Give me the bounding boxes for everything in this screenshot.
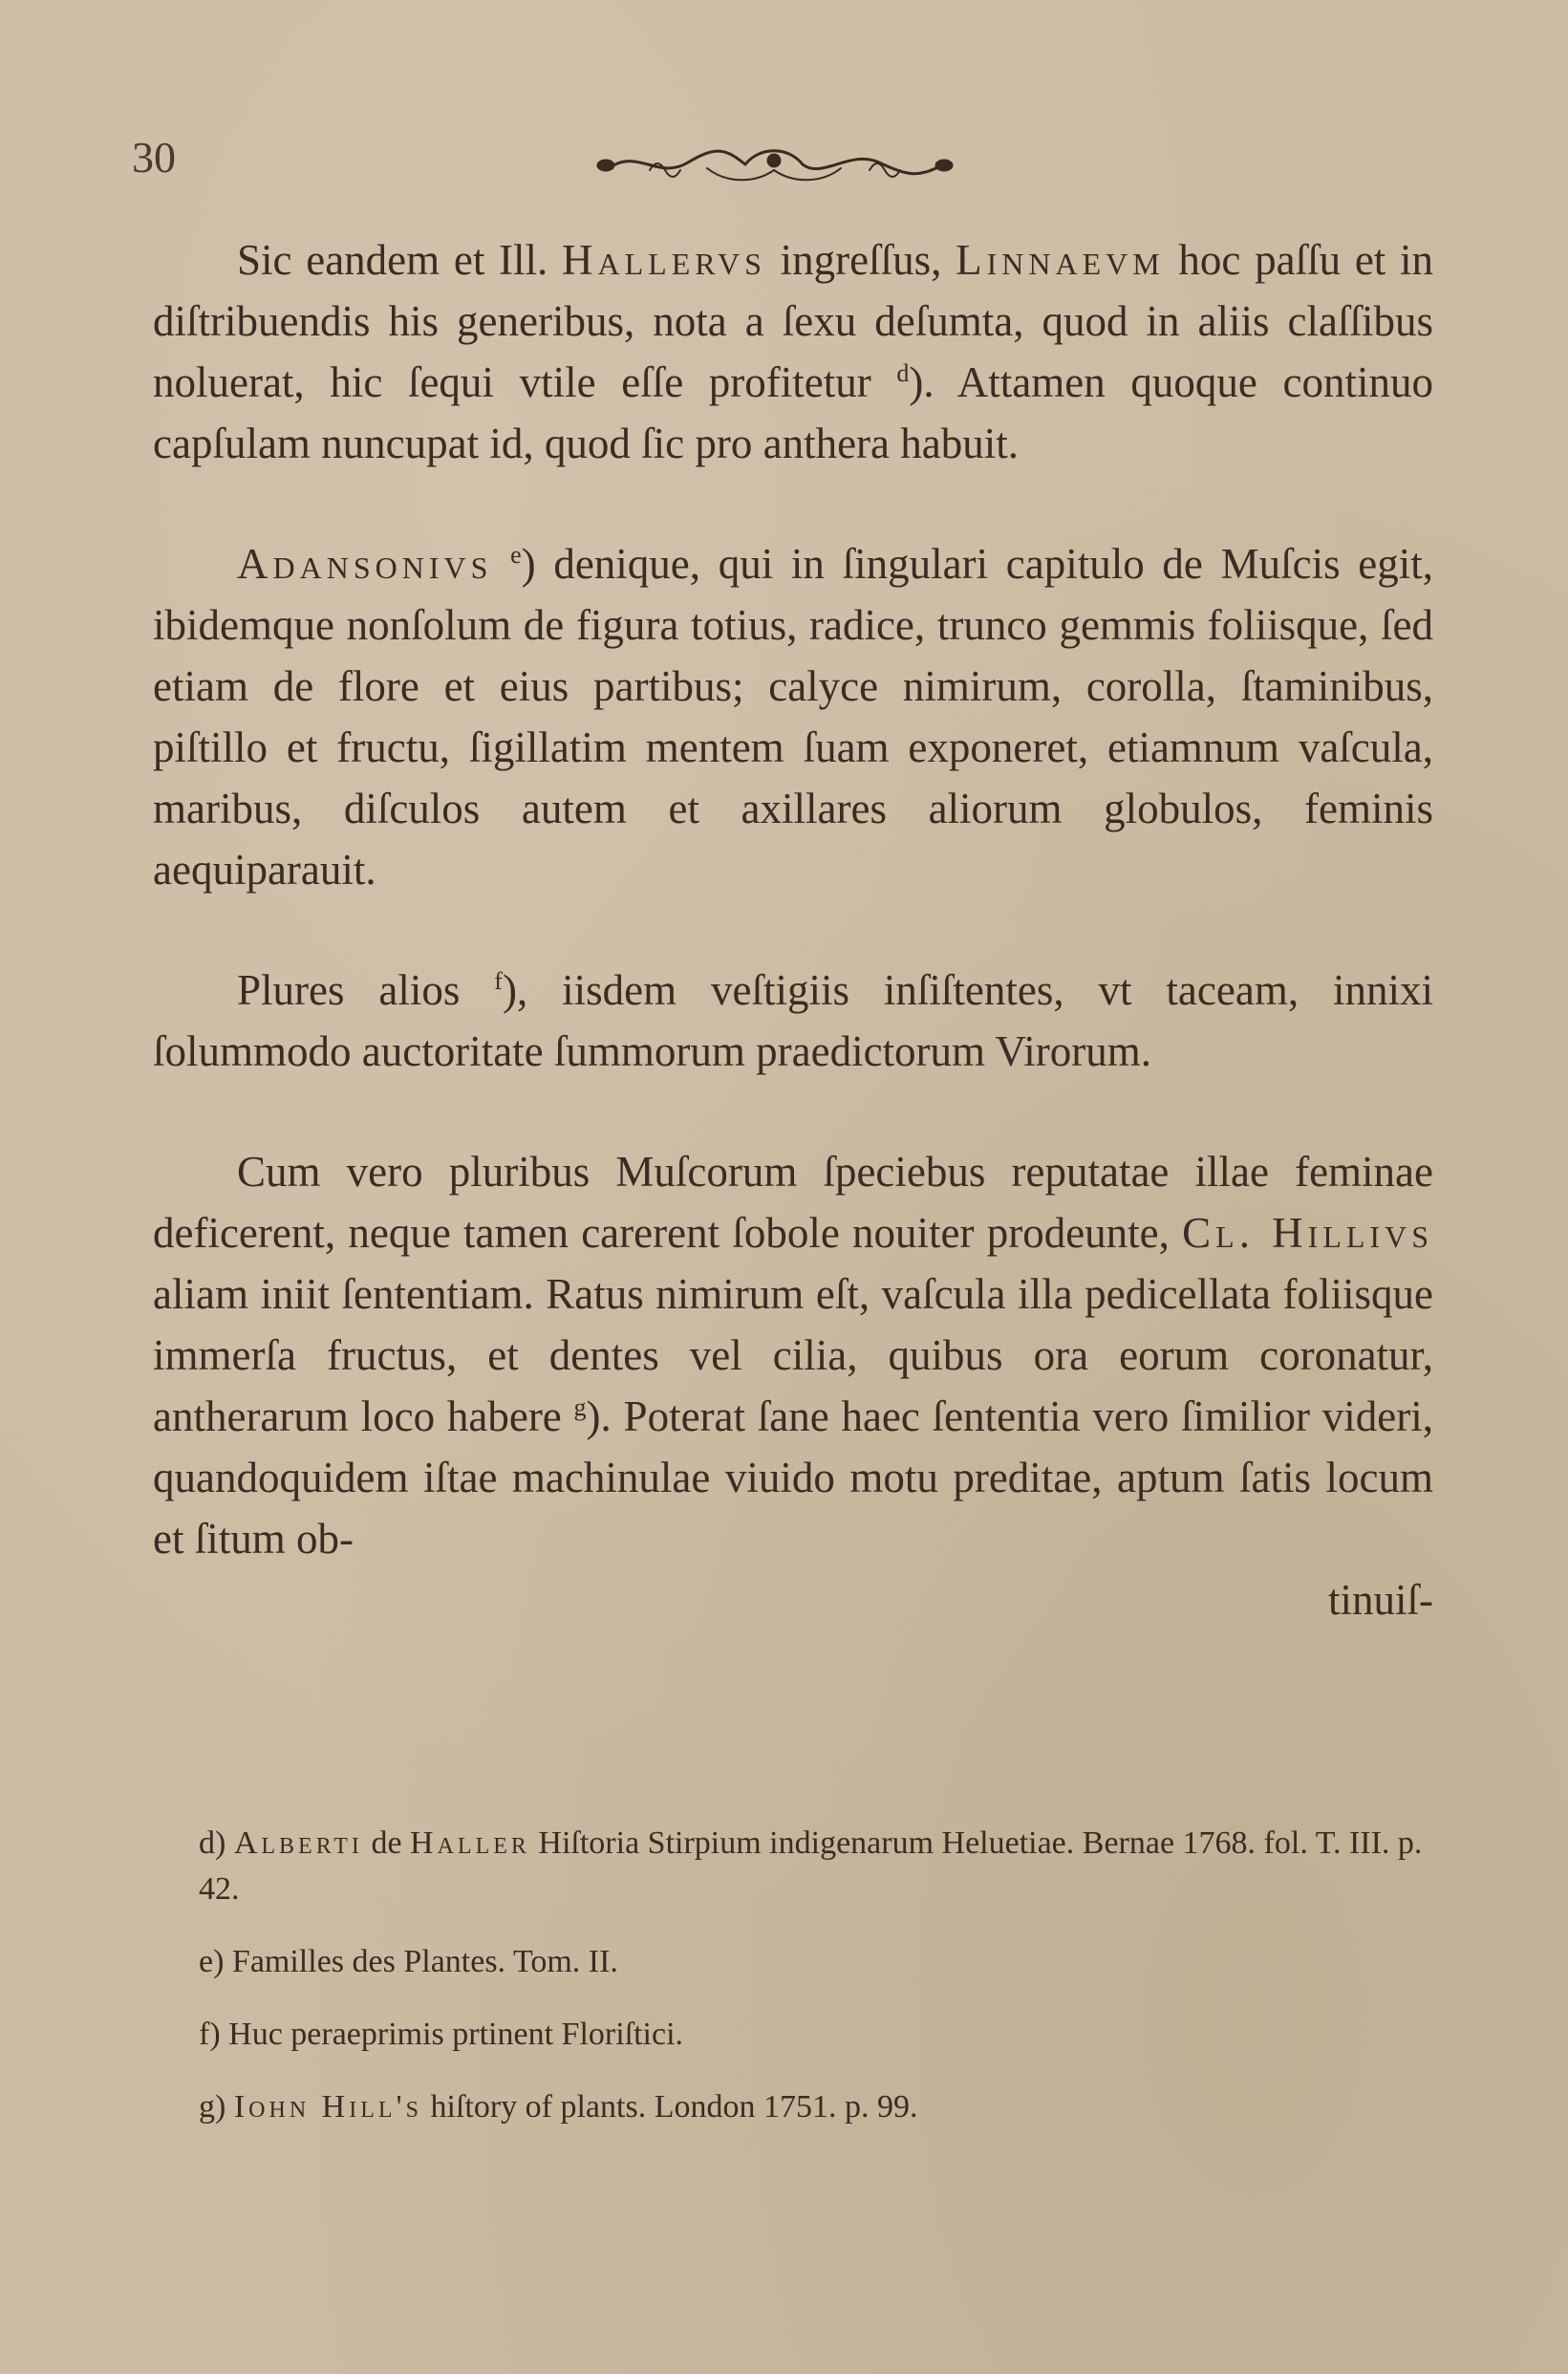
paragraph (153, 533, 1433, 900)
footnote (199, 2084, 1441, 2130)
catchword: tinuiſ- (1328, 1576, 1433, 1624)
text-run: Hiſtoria Stirpium indigenarum Heluetiae. Bernae 1768. fol. T. III. p. 42. (199, 1825, 1423, 1907)
paragraph (153, 229, 1433, 474)
text-run: e) Familles des Plantes. Tom. II. (199, 1944, 618, 1979)
text-run: ). Poterat ſane haec ſententia vero ſimilior videri, quandoquidem iſtae machinulae viuido motu preditae, aptum ſatis locum et ſitum ob- (153, 1392, 1433, 1563)
small-caps-name: Linnaevm (956, 236, 1165, 284)
text-run: de (362, 1825, 411, 1861)
small-caps-name: Haller (410, 1825, 530, 1861)
small-caps-name: Cl. Hillivs (1182, 1209, 1433, 1257)
footnote-marker: g (573, 1393, 587, 1421)
paragraph (153, 1141, 1433, 1569)
text-run (492, 540, 510, 588)
text-run: ingreſſus, (765, 236, 956, 284)
text-run: g) (199, 2089, 234, 2125)
footnote-marker: f (494, 967, 503, 995)
page-number: 30 (132, 133, 176, 182)
paragraph (153, 960, 1433, 1082)
small-caps-name: Iohn Hill's (233, 2089, 422, 2125)
text-run: Sic eandem et Ill. (237, 236, 563, 284)
text-run: ) denique, qui in ſingulari capitulo de Muſcis egit, ibidemque nonſolum de figura totius, radice, trunco gemmis foliisque, ſed etiam de flore et eius partibus; calyce nimirum, corolla, ſtaminibus, piſtillo et fructu, ſigillatim mentem ſuam exponeret, etiamnum vaſcula, maribus, diſculos autem et axillares aliorum globulos, feminis aequiparauit. (153, 540, 1433, 894)
small-caps-name: Hallervs (562, 236, 766, 284)
small-caps-name: Adansonivs (237, 540, 493, 588)
text-run: ), iisdem veſtigiis inſiſtentes, vt taceam, innixi ſolummodo auctoritate ſummorum praedictorum Virorum. (153, 966, 1433, 1075)
small-caps-name: Alberti (233, 1825, 363, 1861)
text-run: aliam iniit ſententiam. Ratus nimirum eſt, vaſcula illa pedicellata foliisque immerſa fructus, et dentes vel cilia, quibus ora eorum coronatur, antherarum loco habere (153, 1270, 1433, 1440)
text-run: Plures alios (237, 966, 495, 1014)
text-run: hoc paſſu et in diſtribuendis his generibus, nota a ſexu deſumta, quod in aliis claſſibus noluerat, hic ſequi vtile eſſe profitetur (153, 236, 1434, 406)
footnote-marker: d (896, 359, 910, 387)
text-run: ). Attamen quoque continuo capſulam nuncupat id, quod ſic pro anthera habuit. (153, 358, 1434, 467)
text-run: hiſtory of plants. London 1751. p. 99. (422, 2089, 918, 2125)
footnote (199, 1939, 1441, 1985)
footnote (199, 2012, 1441, 2058)
footnote (199, 1821, 1441, 1912)
footnote-marker: e (510, 541, 522, 569)
text-run: Cum vero pluribus Muſcorum ſpeciebus reputatae illae feminae deficerent, neque tamen carerent ſobole nouiter prodeunte, (153, 1148, 1433, 1257)
body-text (153, 229, 1433, 1630)
ornament-headpiece-icon (592, 141, 956, 189)
footnotes (199, 1821, 1441, 2157)
text-run: f) Huc peraeprimis prtinent Floriſtici. (199, 2017, 684, 2052)
text-run: d) (199, 1825, 234, 1861)
